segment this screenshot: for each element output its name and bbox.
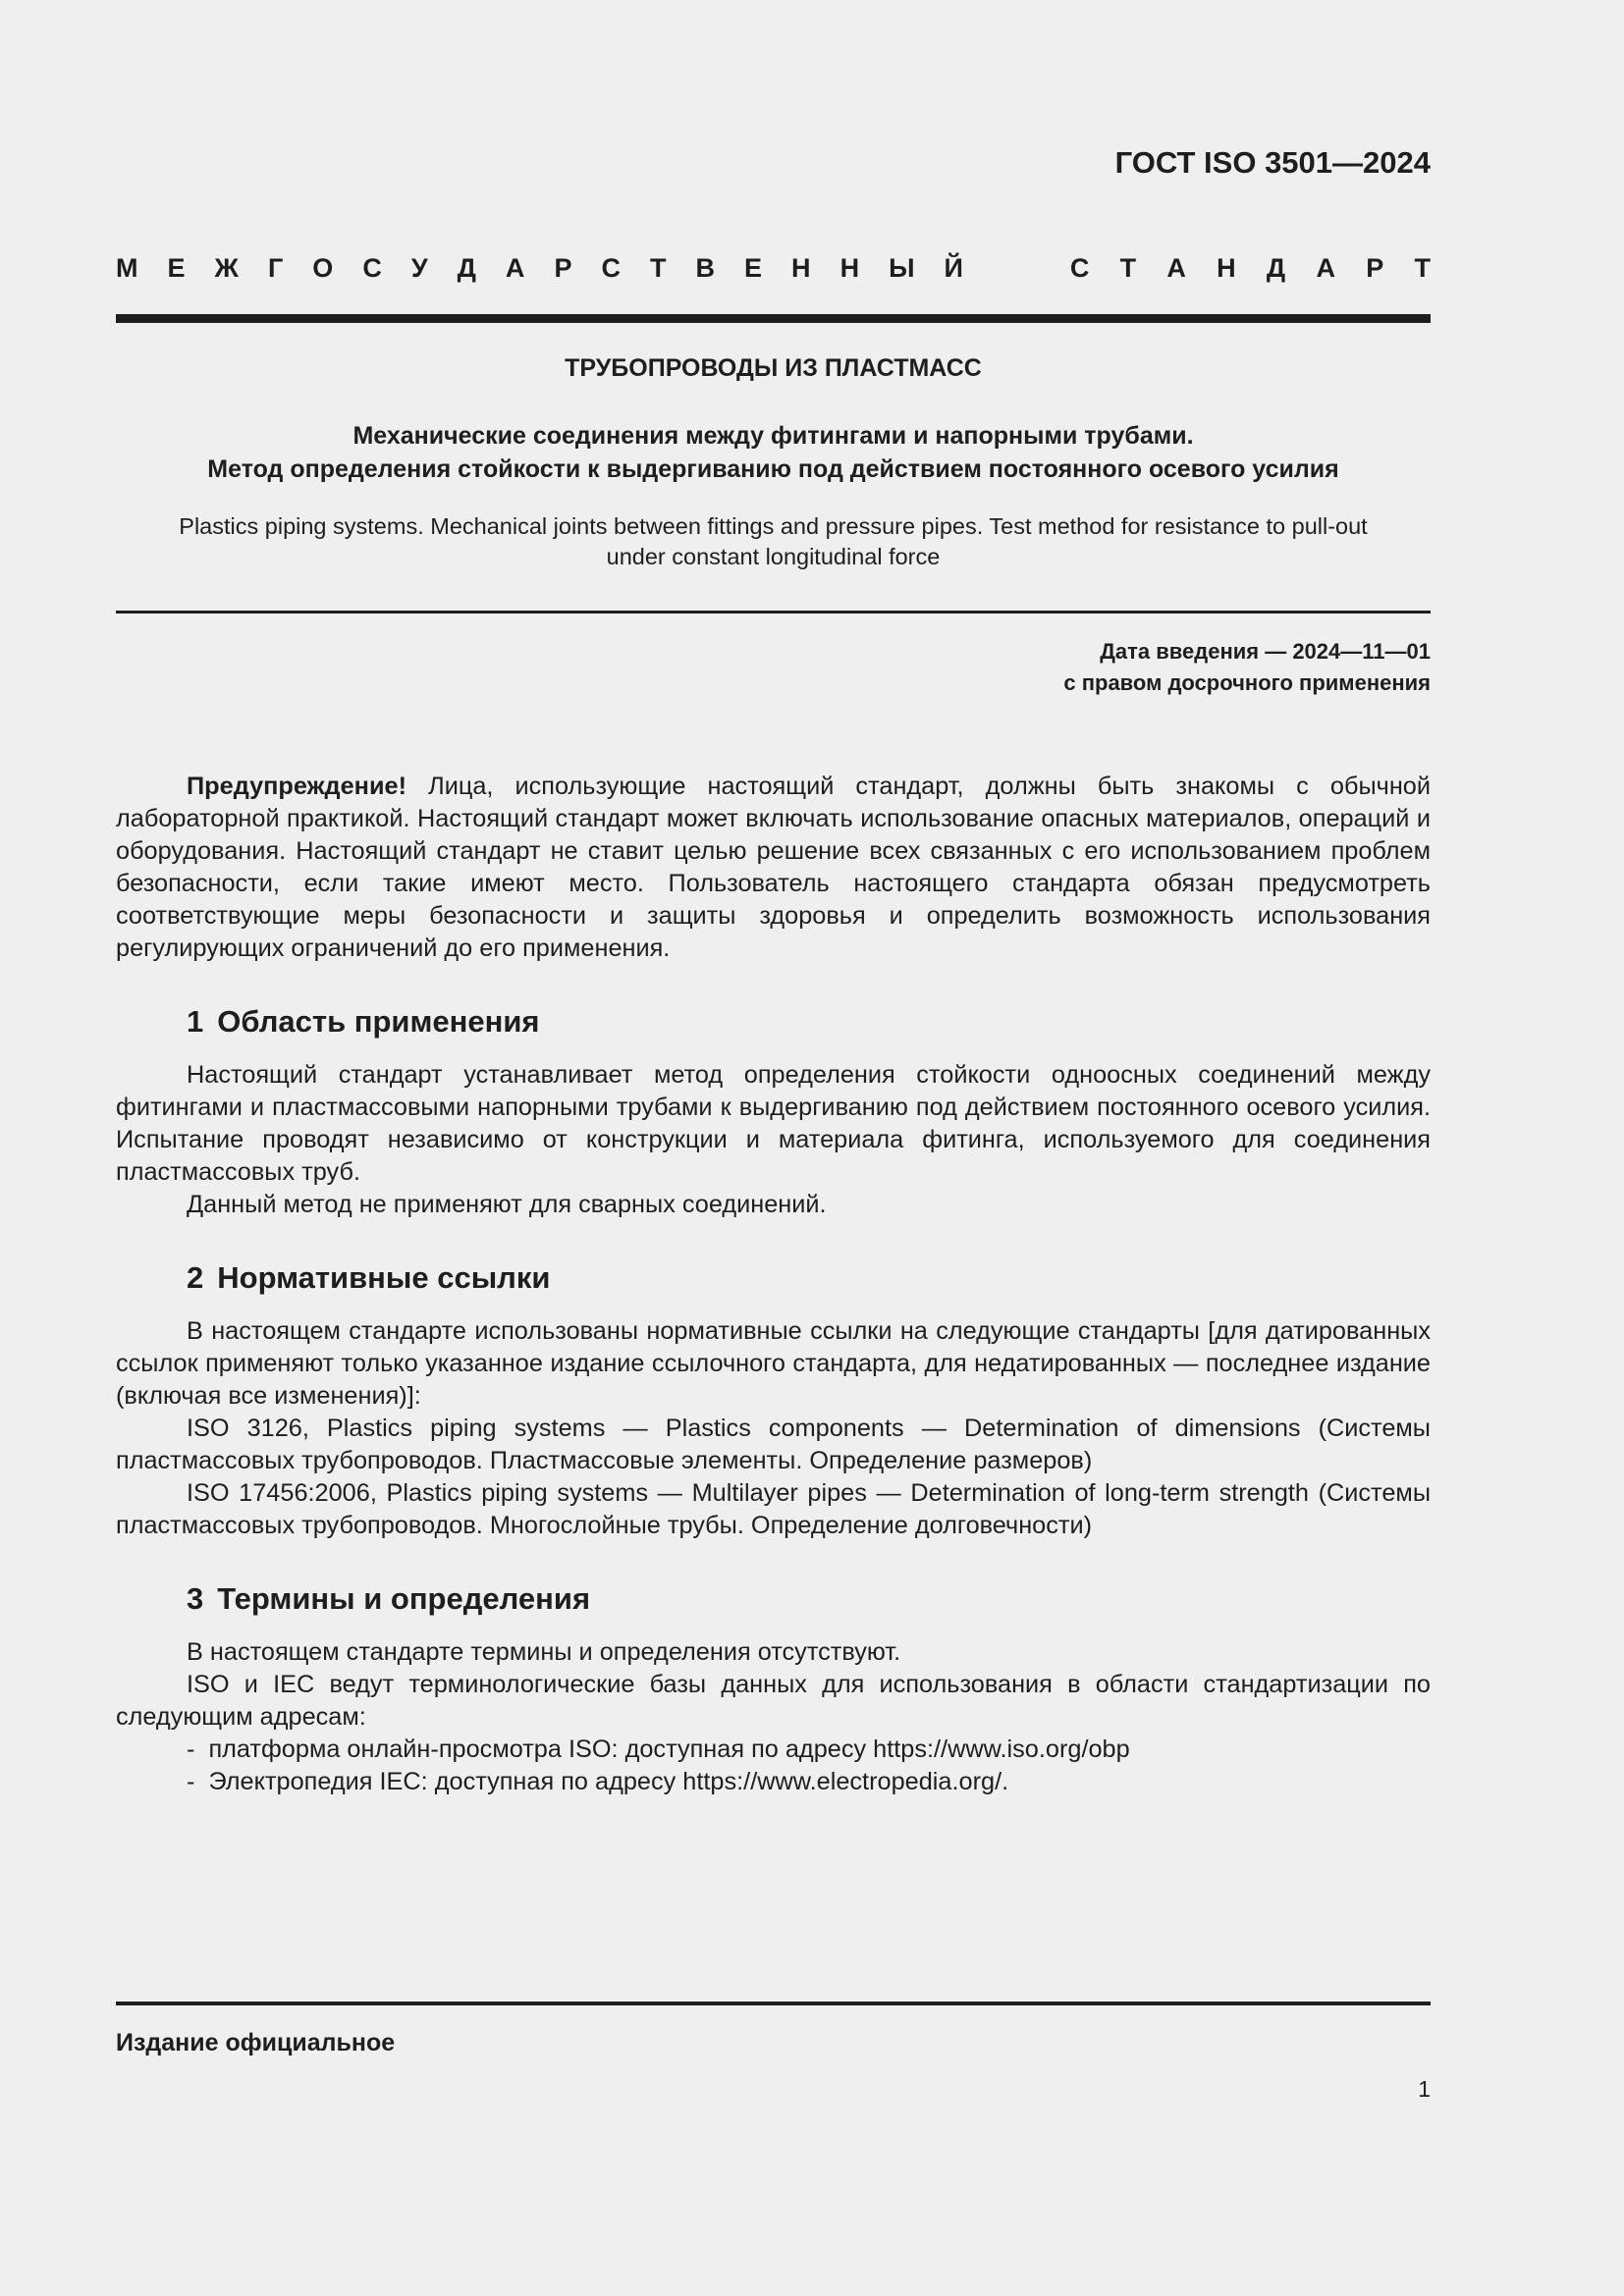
banner-letter: В [695, 253, 715, 283]
introduction-date-block [1063, 636, 1431, 699]
title-english-line-1: Plastics piping systems. Mechanical joints between fittings and pressure pipes. Test method for resistance to pull-out [179, 513, 1368, 539]
banner-letter: Ы [889, 253, 915, 283]
list-item-text: платформа онлайн-просмотра ISO: доступная по адресу https://www.iso.org/obp [208, 1735, 1130, 1763]
section-paragraph: В настоящем стандарте использованы нормативные ссылки на следующие стандарты [для датированных ссылок применяют только указанное издание ссылочного стандарта, для недатированных — последнее издание (включая все изменения)]: [116, 1317, 1431, 1410]
banner-letter: С [362, 253, 382, 283]
official-edition-label: Издание официальное [116, 2029, 396, 2056]
banner-letter: Д [1266, 253, 1286, 283]
document-body [116, 771, 1431, 1798]
section-heading-scope [187, 1004, 1431, 1040]
section-title: Нормативные ссылки [217, 1260, 551, 1295]
list-item [116, 1734, 1431, 1766]
document-number: ГОСТ ISO 3501—2024 [1114, 145, 1431, 180]
reference-iso-3126: ISO 3126, Plastics piping systems — Plastics components — Determination of dimensions (Системы пластмассовых трубопроводов. Пластмассовые элементы. Определение размеров) [116, 1415, 1431, 1474]
banner-letter: Т [1119, 253, 1137, 283]
list-item [116, 1766, 1431, 1798]
section-paragraph: ISO и IEC ведут терминологические базы данных для использования в области стандартизации по следующим адресам: [116, 1671, 1431, 1731]
banner-letter: Р [554, 253, 572, 283]
section-paragraph: Настоящий стандарт устанавливает метод определения стойкости одноосных соединений между фитингами и пластмассовыми напорными трубами к выдергиванию под действием постоянного осевого усилия. Испытание проводят независимо от конструкции и материала фитинга, используемого для соединения пластмассовых труб. [116, 1061, 1431, 1186]
document-title-english [116, 511, 1431, 572]
warning-paragraph [116, 771, 1431, 965]
section-number: 3 [187, 1581, 204, 1616]
section-number: 1 [187, 1004, 204, 1039]
banner-letter: Й [944, 253, 963, 283]
introduction-date: Дата введения — 2024—11—01 [1100, 639, 1431, 664]
terminology-database-list [116, 1734, 1431, 1798]
early-application-note: с правом досрочного применения [1063, 670, 1431, 695]
banner-letter: А [505, 253, 525, 283]
section-paragraph: В настоящем стандарте термины и определения отсутствуют. [187, 1638, 901, 1666]
banner-letter: С [1069, 253, 1090, 283]
banner-letter: Т [1414, 253, 1431, 283]
section-title: Область применения [217, 1004, 540, 1039]
title-sub-line-2: Метод определения стойкости к выдергиванию под действием постоянного осевого усилия [207, 455, 1339, 483]
reference-iso-17456: ISO 17456:2006, Plastics piping systems — Multilayer pipes — Determination of long-term strength (Системы пластмассовых трубопроводов. Многослойные трубы. Определение долговечности) [116, 1479, 1431, 1539]
banner-letter: Е [744, 253, 763, 283]
document-title-main: ТРУБОПРОВОДЫ ИЗ ПЛАСТМАСС [565, 354, 982, 382]
section-number: 2 [187, 1260, 204, 1295]
list-bullet-dash: - [187, 1768, 195, 1795]
banner-letter: Т [649, 253, 667, 283]
banner-letter: М [116, 253, 138, 283]
banner-letter: С [601, 253, 621, 283]
banner-letter: Г [267, 253, 284, 283]
page-number: 1 [1418, 2076, 1431, 2102]
section-heading-terms [187, 1581, 1431, 1617]
title-sub-line-1: Механические соединения между фитингами и напорными трубами. [352, 422, 1194, 450]
section-title: Термины и определения [217, 1581, 591, 1616]
banner-word-standard [1070, 253, 1431, 284]
title-divider-thin [116, 611, 1431, 614]
banner-letter: У [410, 253, 428, 283]
document-title-sub [116, 419, 1431, 486]
section-heading-normative-references [187, 1260, 1431, 1296]
banner-letter: Р [1366, 253, 1384, 283]
banner-letter: Н [839, 253, 860, 283]
footer-divider [116, 2002, 1431, 2005]
warning-label: Предупреждение! [187, 773, 406, 800]
banner-letter: Е [167, 253, 186, 283]
banner-word-interstate [116, 253, 963, 284]
banner-letter: А [1166, 253, 1186, 283]
title-english-line-2: under constant longitudinal force [606, 544, 941, 569]
section-paragraph: Данный метод не применяют для сварных соединений. [187, 1191, 827, 1218]
banner-letter: Д [457, 253, 476, 283]
header-divider-thick [116, 314, 1431, 323]
warning-text: Лица, использующие настоящий стандарт, должны быть знакомы с обычной лабораторной практикой. Настоящий стандарт может включать использование опасных материалов, операций и оборудования. Настоящий стандарт не ставит целью решение всех связанных с его использованием проблем безопасности, если такие имеют место. Пользователь настоящего стандарта обязан предусмотреть соответствующие меры безопасности и защиты здоровья и определить возможность использования регулирующих ограничений до его применения. [116, 773, 1431, 962]
banner-letter: Н [1217, 253, 1236, 283]
banner-letter: Ж [214, 253, 239, 283]
banner-letter: О [312, 253, 334, 283]
banner-letter: А [1316, 253, 1335, 283]
list-bullet-dash: - [187, 1735, 195, 1763]
list-item-text: Электропедия IEC: доступная по адресу https://www.electropedia.org/. [208, 1768, 1009, 1795]
standard-type-banner [116, 253, 1431, 284]
banner-letter: Н [791, 253, 811, 283]
